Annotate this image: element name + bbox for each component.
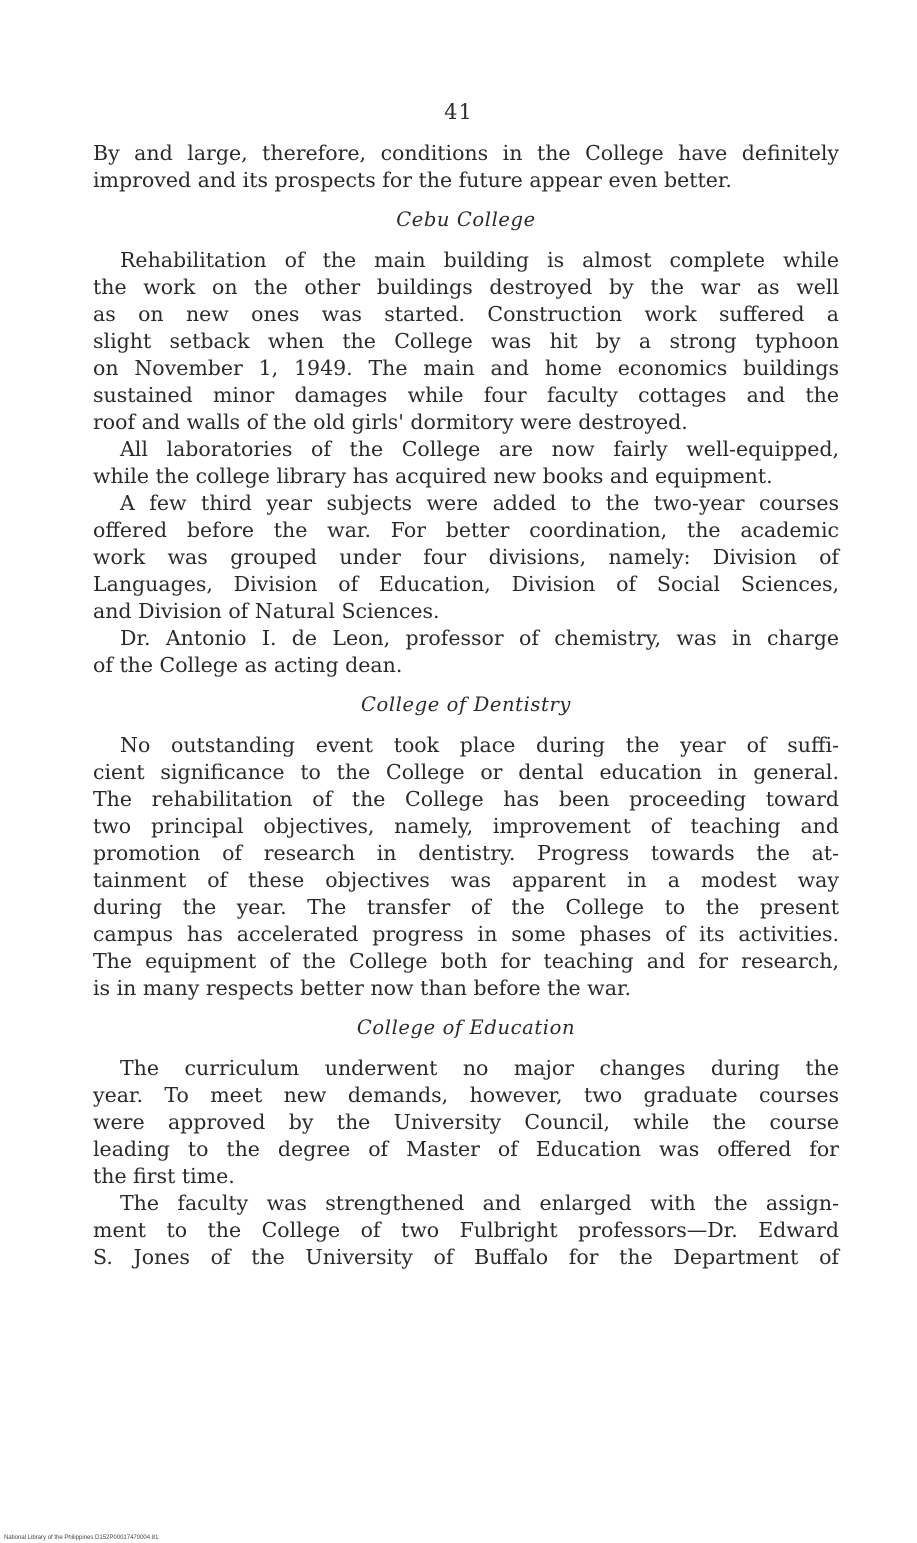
text-line: work was grouped under four divisions, namely: Division of (93, 545, 839, 569)
footer-note: National Library of the Philippines D152P00017470004 81 (4, 1535, 159, 1541)
text-line: the first time. (93, 1164, 235, 1188)
text-line: while the college library has acquired new books and equipment. (93, 464, 773, 488)
section-heading-college-of-dentistry: College of Dentistry (360, 693, 572, 716)
paragraph (93, 1055, 839, 1190)
text-line: The faculty was strengthened and enlarged with the assign- (120, 1191, 839, 1215)
section-heading-cebu-college: Cebu College (396, 208, 536, 231)
text-line: sustained minor damages while four faculty cottages and the (93, 383, 839, 407)
paragraph (93, 490, 839, 625)
text-line: improved and its prospects for the future appear even better. (93, 168, 732, 192)
text-line: tainment of these objectives was apparent in a modest way (93, 868, 839, 892)
text-line: two principal objectives, namely, improvement of teaching and (93, 814, 839, 838)
text-line: promotion of research in dentistry. Progress towards the at- (93, 841, 839, 865)
text-line: A few third year subjects were added to the two-year courses (120, 491, 839, 515)
paragraph (93, 625, 839, 679)
text-line: and Division of Natural Sciences. (93, 599, 440, 623)
page-body (93, 140, 839, 1271)
paragraph (93, 247, 839, 436)
section-heading-college-of-education: College of Education (356, 1016, 576, 1039)
text-line: cient significance to the College or dental education in general. (93, 760, 839, 784)
text-line: on November 1, 1949. The main and home economics buildings (93, 356, 839, 380)
text-line: Dr. Antonio I. de Leon, professor of chemistry, was in charge (120, 626, 839, 650)
intro-paragraph (93, 140, 839, 194)
text-line: S. Jones of the University of Buffalo for the Department of (93, 1245, 839, 1269)
text-line: as on new ones was started. Construction work suffered a (93, 302, 839, 326)
text-line: All laboratories of the College are now fairly well-equipped, (120, 437, 839, 461)
text-line: campus has accelerated progress in some phases of its activities. (93, 922, 839, 946)
text-line: slight setback when the College was hit by a strong typhoon (93, 329, 839, 353)
text-line: of the College as acting dean. (93, 653, 403, 677)
text-line: No outstanding event took place during the year of suffi- (120, 733, 839, 757)
paragraph (93, 436, 839, 490)
text-line: during the year. The transfer of the College to the present (93, 895, 839, 919)
text-line: Rehabilitation of the main building is almost complete while (120, 248, 839, 272)
text-line: offered before the war. For better coordination, the academic (93, 518, 839, 542)
text-line: were approved by the University Council, while the course (93, 1110, 839, 1134)
text-line: leading to the degree of Master of Education was offered for (93, 1137, 839, 1161)
text-line: The equipment of the College both for teaching and for research, (93, 949, 839, 973)
text-line: roof and walls of the old girls' dormitory were destroyed. (93, 410, 688, 434)
page-number: 41 (444, 100, 473, 124)
text-line: ment to the College of two Fulbright professors—Dr. Edward (93, 1218, 839, 1242)
paragraph (93, 732, 839, 1002)
text-line: The rehabilitation of the College has been proceeding toward (93, 787, 839, 811)
text-line: Languages, Division of Education, Division of Social Sciences, (93, 572, 839, 596)
text-line: the work on the other buildings destroyed by the war as well (93, 275, 839, 299)
text-line: is in many respects better now than before the war. (93, 976, 632, 1000)
text-line: By and large, therefore, conditions in the College have definitely (93, 141, 839, 165)
text-line: The curriculum underwent no major changes during the (120, 1056, 839, 1080)
paragraph (93, 1190, 839, 1271)
text-line: year. To meet new demands, however, two graduate courses (93, 1083, 839, 1107)
